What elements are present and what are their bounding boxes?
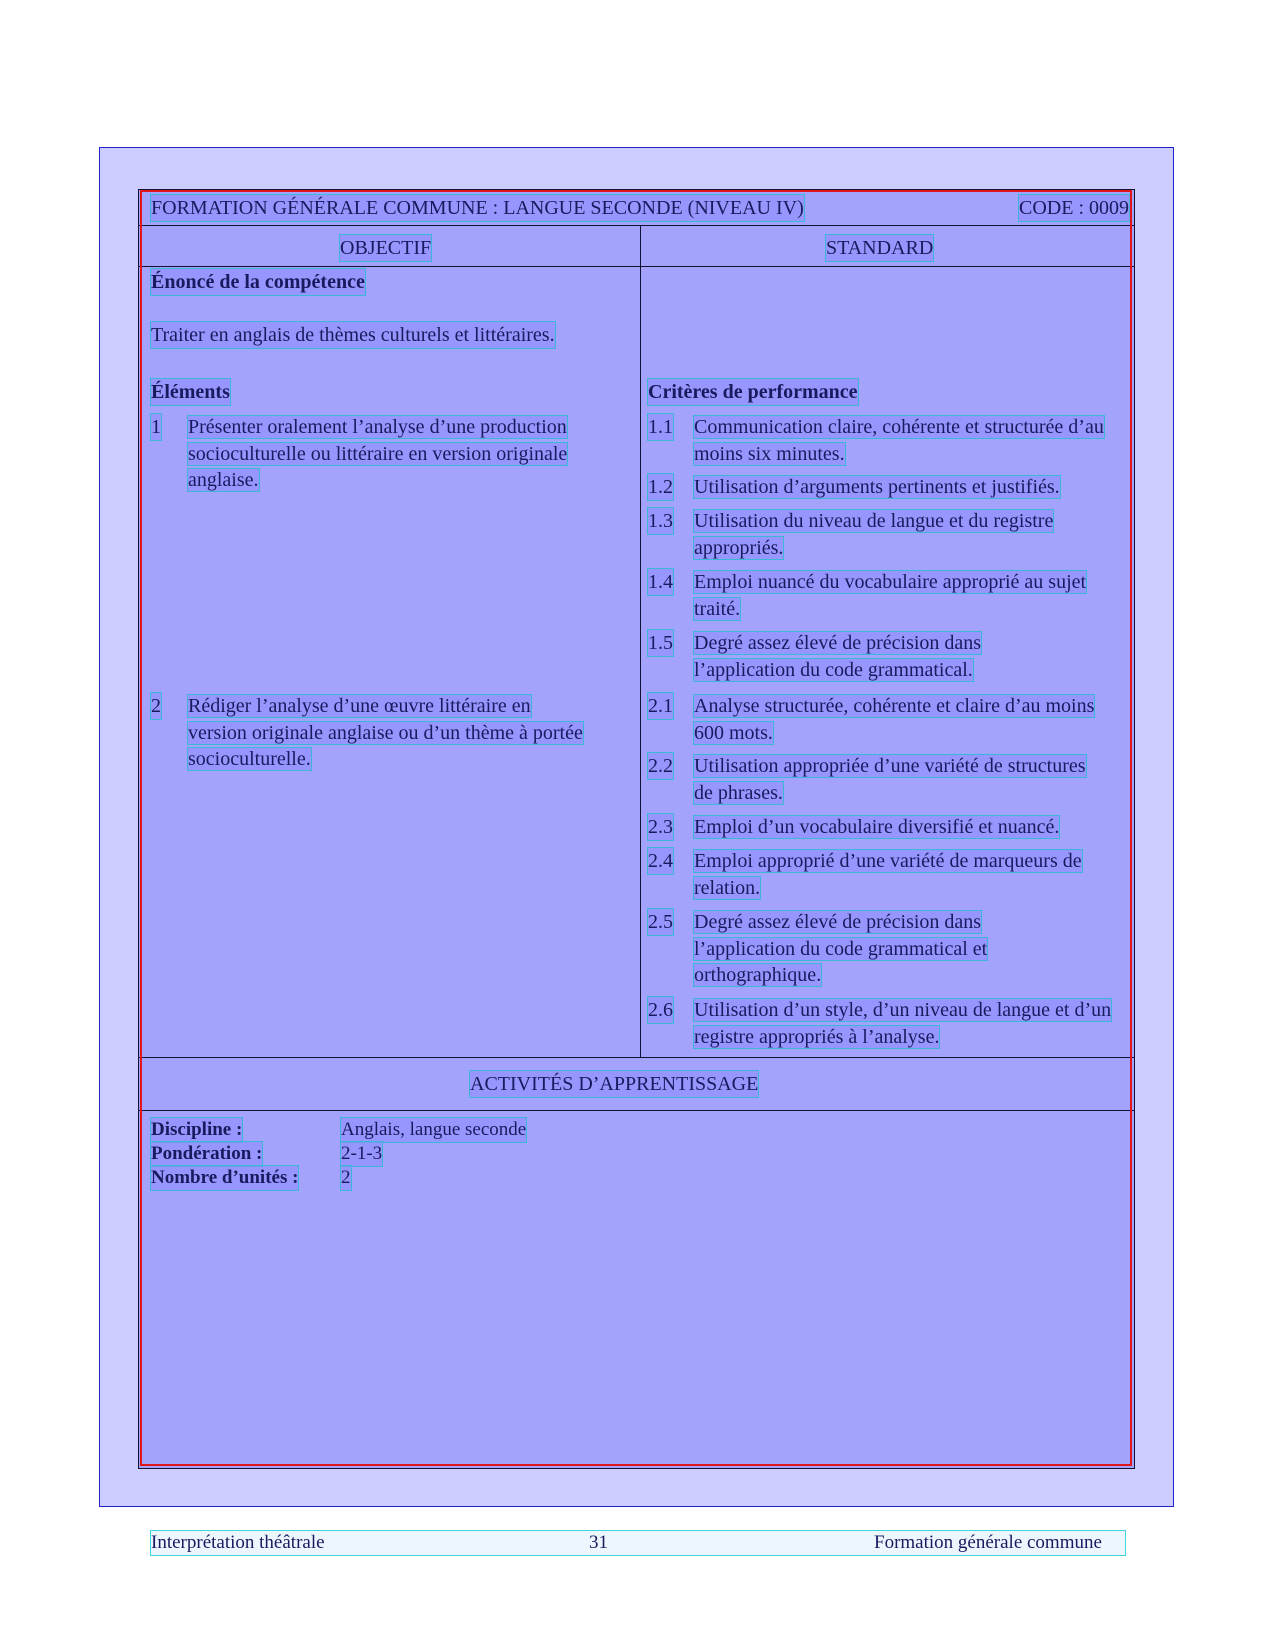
criterion-2-1: Analyse structurée, cohérente et claire d’au moins 600 mots.: [694, 695, 1095, 744]
criterion-number: 1.2: [648, 476, 673, 498]
criterion-number: 2.2: [648, 755, 673, 777]
criterion-text: [694, 814, 1124, 841]
footer-right: Formation générale commune: [874, 1532, 1102, 1553]
columns-divider: [138, 266, 1135, 267]
ponderation-label: Pondération :: [151, 1143, 263, 1164]
criterion-1-1: Communication claire, cohérente et structurée d’au moins six minutes.: [694, 416, 1104, 465]
criterion-2-4: Emploi approprié d’une variété de marqueurs de relation.: [694, 850, 1082, 899]
criterion-number: 2.4: [648, 850, 673, 872]
criterion-1-3: Utilisation du niveau de langue et du registre appropriés.: [694, 510, 1054, 559]
element-text-1: Présenter oralement l’analyse d’une production socioculturelle ou littéraire en version originale anglaise.: [188, 416, 568, 491]
criterion-text: [694, 569, 1104, 622]
criterion-1-2: Utilisation d’arguments pertinents et justifiés.: [694, 476, 1060, 498]
ponderation-value: 2-1-3: [341, 1143, 383, 1164]
header-divider: [138, 225, 1135, 226]
criterion-2-5: Degré assez élevé de précision dans l’application du code grammatical et orthographique.: [694, 911, 988, 986]
criterion-2-2: Utilisation appropriée d’une variété de structures de phrases.: [694, 755, 1086, 804]
competence-text: Traiter en anglais de thèmes culturels et littéraires.: [151, 324, 555, 346]
criterion-text: [694, 848, 1124, 901]
units-label: Nombre d’unités :: [151, 1167, 299, 1188]
column-separator: [640, 225, 641, 1057]
criterion-text: [694, 909, 1074, 989]
criterion-text: [694, 630, 1074, 683]
criterion-number: 1.1: [648, 416, 673, 438]
criterion-text: [694, 474, 1124, 501]
activities-title: ACTIVITÉS D’APPRENTISSAGE: [470, 1073, 759, 1095]
element-text: [188, 693, 588, 773]
element-number: 1: [151, 416, 161, 438]
element-text: [188, 414, 624, 494]
table-header: [151, 195, 1129, 221]
criterion-number: 1.3: [648, 510, 673, 532]
units-value: 2: [341, 1167, 351, 1188]
criterion-2-3: Emploi d’un vocabulaire diversifié et nuancé.: [694, 816, 1060, 838]
criterion-1-5: Degré assez élevé de précision dans l’application du code grammatical.: [694, 632, 982, 681]
activities-top-divider: [138, 1057, 1135, 1058]
criterion-text: [694, 997, 1126, 1050]
header-code: CODE : 0009: [1019, 197, 1129, 219]
criterion-number: 2.1: [648, 695, 673, 717]
criterion-text: [694, 414, 1124, 467]
criterion-2-6: Utilisation d’un style, d’un niveau de langue et d’un registre appropriés à l’analyse.: [694, 999, 1112, 1048]
criterion-number: 2.5: [648, 911, 673, 933]
criterion-text: [694, 508, 1114, 561]
footer-left: Interprétation théâtrale: [151, 1532, 325, 1553]
criterion-text: [694, 753, 1094, 806]
criteria-heading: Critères de performance: [648, 381, 858, 403]
discipline-value: Anglais, langue seconde: [341, 1119, 527, 1140]
element-number: 2: [151, 695, 161, 717]
activities-title-divider: [138, 1110, 1135, 1111]
element-text-2: Rédiger l’analyse d’une œuvre littéraire en version originale anglaise ou d’un thème à portée socioculturelle.: [188, 695, 583, 770]
competence-heading: Énoncé de la compétence: [151, 271, 365, 293]
criterion-1-4: Emploi nuancé du vocabulaire approprié au sujet traité.: [694, 571, 1087, 620]
elements-heading: Éléments: [151, 381, 230, 403]
criterion-number: 1.5: [648, 632, 673, 654]
criterion-text: [694, 693, 1099, 746]
column-standard: STANDARD: [826, 237, 934, 259]
column-objectif: OBJECTIF: [340, 237, 432, 259]
page-number: 31: [589, 1532, 608, 1553]
criterion-number: 2.3: [648, 816, 673, 838]
discipline-label: Discipline :: [151, 1119, 243, 1140]
criterion-number: 2.6: [648, 999, 673, 1021]
header-title: FORMATION GÉNÉRALE COMMUNE : LANGUE SECONDE (NIVEAU IV): [151, 197, 804, 219]
criterion-number: 1.4: [648, 571, 673, 593]
